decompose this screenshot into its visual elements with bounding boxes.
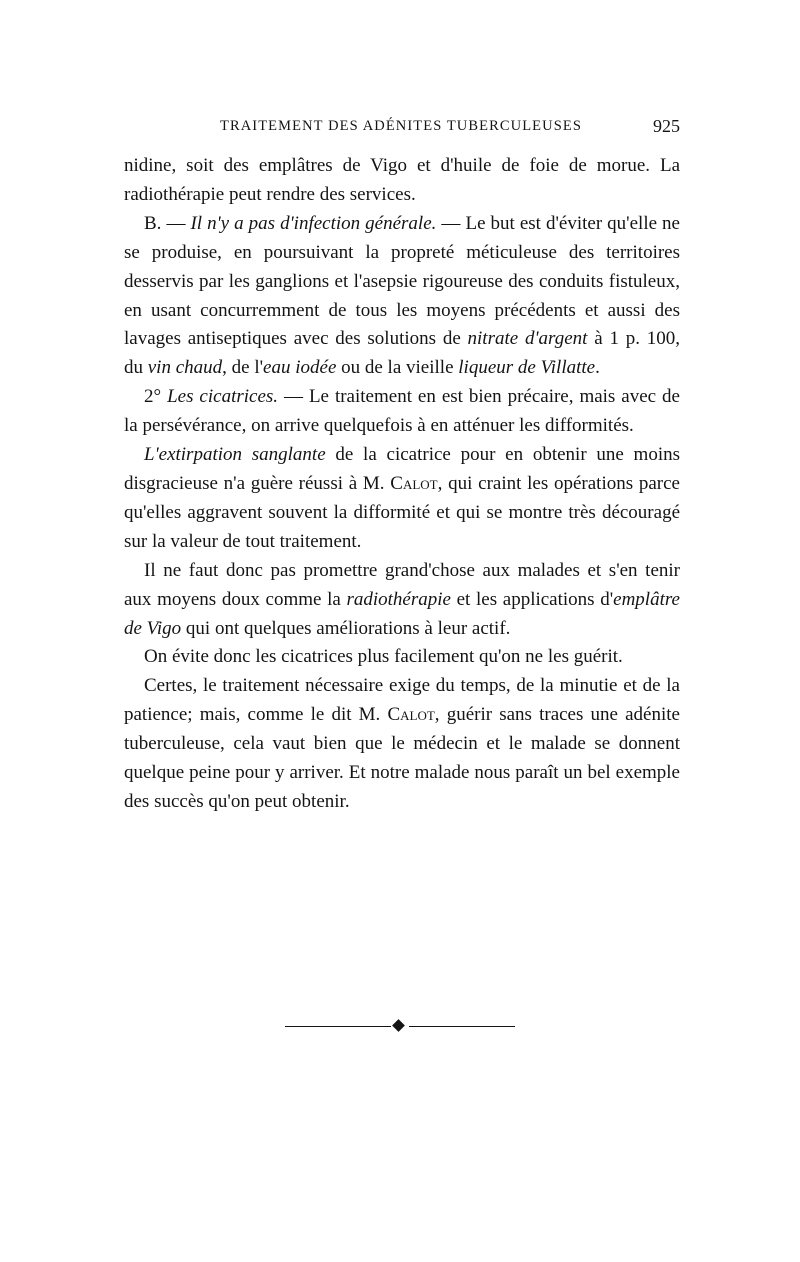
section-heading: Il n'y a pas d'infection générale. <box>190 212 437 234</box>
author-name: Calot <box>387 704 435 726</box>
page-number: 925 <box>653 116 680 136</box>
paragraph-gentle-means: Il ne faut donc pas promettre grand'chose aux malades et s'en tenir aux moyens doux comme la radiothérapie et les applications d'emplâtre de Vigo qui ont quelques améliorations à leur actif. <box>124 559 680 639</box>
section-heading: Les cicatrices. <box>167 386 279 408</box>
paragraph-conclusion: Certes, le traitement nécessaire exige du temps, de la minutie et de la patience; mais, comme le dit M. Calot, guérir sans traces une adénite tuberculeuse, cela vaut bien que le médecin et le malade se donnent quelque peine pour y arriver. Et notre malade nous paraît un bel exemple des succès qu'on peut obtenir. <box>124 675 680 812</box>
ornament-rule-left <box>285 1026 391 1027</box>
diamond-icon <box>392 1019 405 1032</box>
running-title: TRAITEMENT DES ADÉNITES TUBERCULEUSES <box>220 118 582 134</box>
paragraph-scars: 2° Les cicatrices. — Le traitement en est bien précaire, mais avec de la persévérance, on arrive quelquefois à en atténuer les difformités. <box>124 386 680 437</box>
end-ornament <box>285 1019 515 1035</box>
page-header <box>124 116 680 142</box>
ornament-rule-right <box>409 1026 515 1027</box>
paragraph-general-infection: B. — Il n'y a pas d'infection générale. — Le but est d'éviter qu'elle ne se produise, en poursuivant la propreté méticuleuse des territoires desservis par les ganglions et l'asepsie rigoureuse des conduits fistuleux, en usant concurremment de tous les moyens précédents et aussi des lavages antiseptiques avec des solutions de nitrate d'argent à 1 p. 100, du vin chaud, de l'eau iodée ou de la vieille liqueur de Villatte. <box>124 212 680 379</box>
author-name: Calot <box>390 472 438 494</box>
paragraph-prevention: On évite donc les cicatrices plus facilement qu'on ne les guérit. <box>144 646 623 668</box>
paragraph-continuation: nidine, soit des emplâtres de Vigo et d'huile de foie de morue. La radiothérapie peut rendre des services. <box>124 155 680 205</box>
text-body <box>124 152 680 817</box>
paragraph-extirpation: L'extirpation sanglante de la cicatrice pour en obtenir une moins disgracieuse n'a guère réussi à M. Calot, qui craint les opérations parce qu'elles aggravent souvent la difformité et qui se montre très découragé sur la valeur de tout traitement. <box>124 444 681 552</box>
